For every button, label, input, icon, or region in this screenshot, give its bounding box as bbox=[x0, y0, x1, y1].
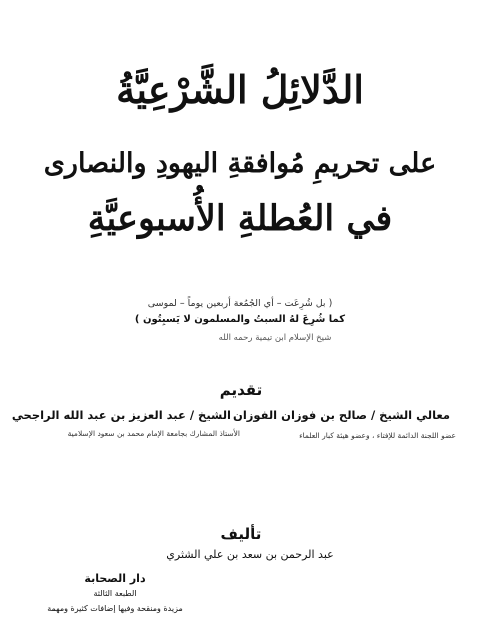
presenter-1-description: عضو اللجنة الدائمة للإفتاء ، وعضو هيئة كبار العلماء bbox=[299, 431, 456, 440]
quote-attribution: شيخ الإسلام ابن تيمية رحمه الله bbox=[218, 333, 332, 343]
author-label: تأليف bbox=[220, 525, 262, 543]
edition-label: الطبعة الثالثة bbox=[93, 589, 137, 598]
main-title: الدَّلائِلُ الشَّرْعِيَّةُ bbox=[116, 67, 364, 112]
subtitle: على تحريمِ مُوافقةِ اليهودِ والنصارى bbox=[43, 148, 437, 179]
edition-note: مزيدة ومنقحة وفيها إضافات كثيرة ومهمة bbox=[47, 604, 183, 613]
topic-title: في العُطلةِ الأُسبوعيَّةِ bbox=[87, 198, 393, 239]
introduction-label: تقديم bbox=[219, 381, 263, 399]
publisher-name: دار الصحابة bbox=[84, 572, 146, 585]
presenter-1-name: معالي الشيخ / صالح بن فوزان الفوزان bbox=[233, 408, 450, 422]
author-name: عبد الرحمن بن سعد بن علي الشثري bbox=[166, 548, 334, 561]
presenter-2-description: الأستاذ المشارك بجامعة الإمام محمد بن سعود الإسلامية bbox=[67, 429, 240, 438]
quote-line-2: كما شُرِعَ لهُ السبتُ والمسلمون لا يَسبِتُون ) bbox=[134, 314, 346, 325]
quote-line-1: ( بل شُرِعَت – أي الجُمُعة أربعين يوماً – لموسى bbox=[147, 298, 333, 309]
presenter-2-name: الشيخ / عبد العزيز بن عبد الله الراجحي bbox=[11, 408, 231, 422]
